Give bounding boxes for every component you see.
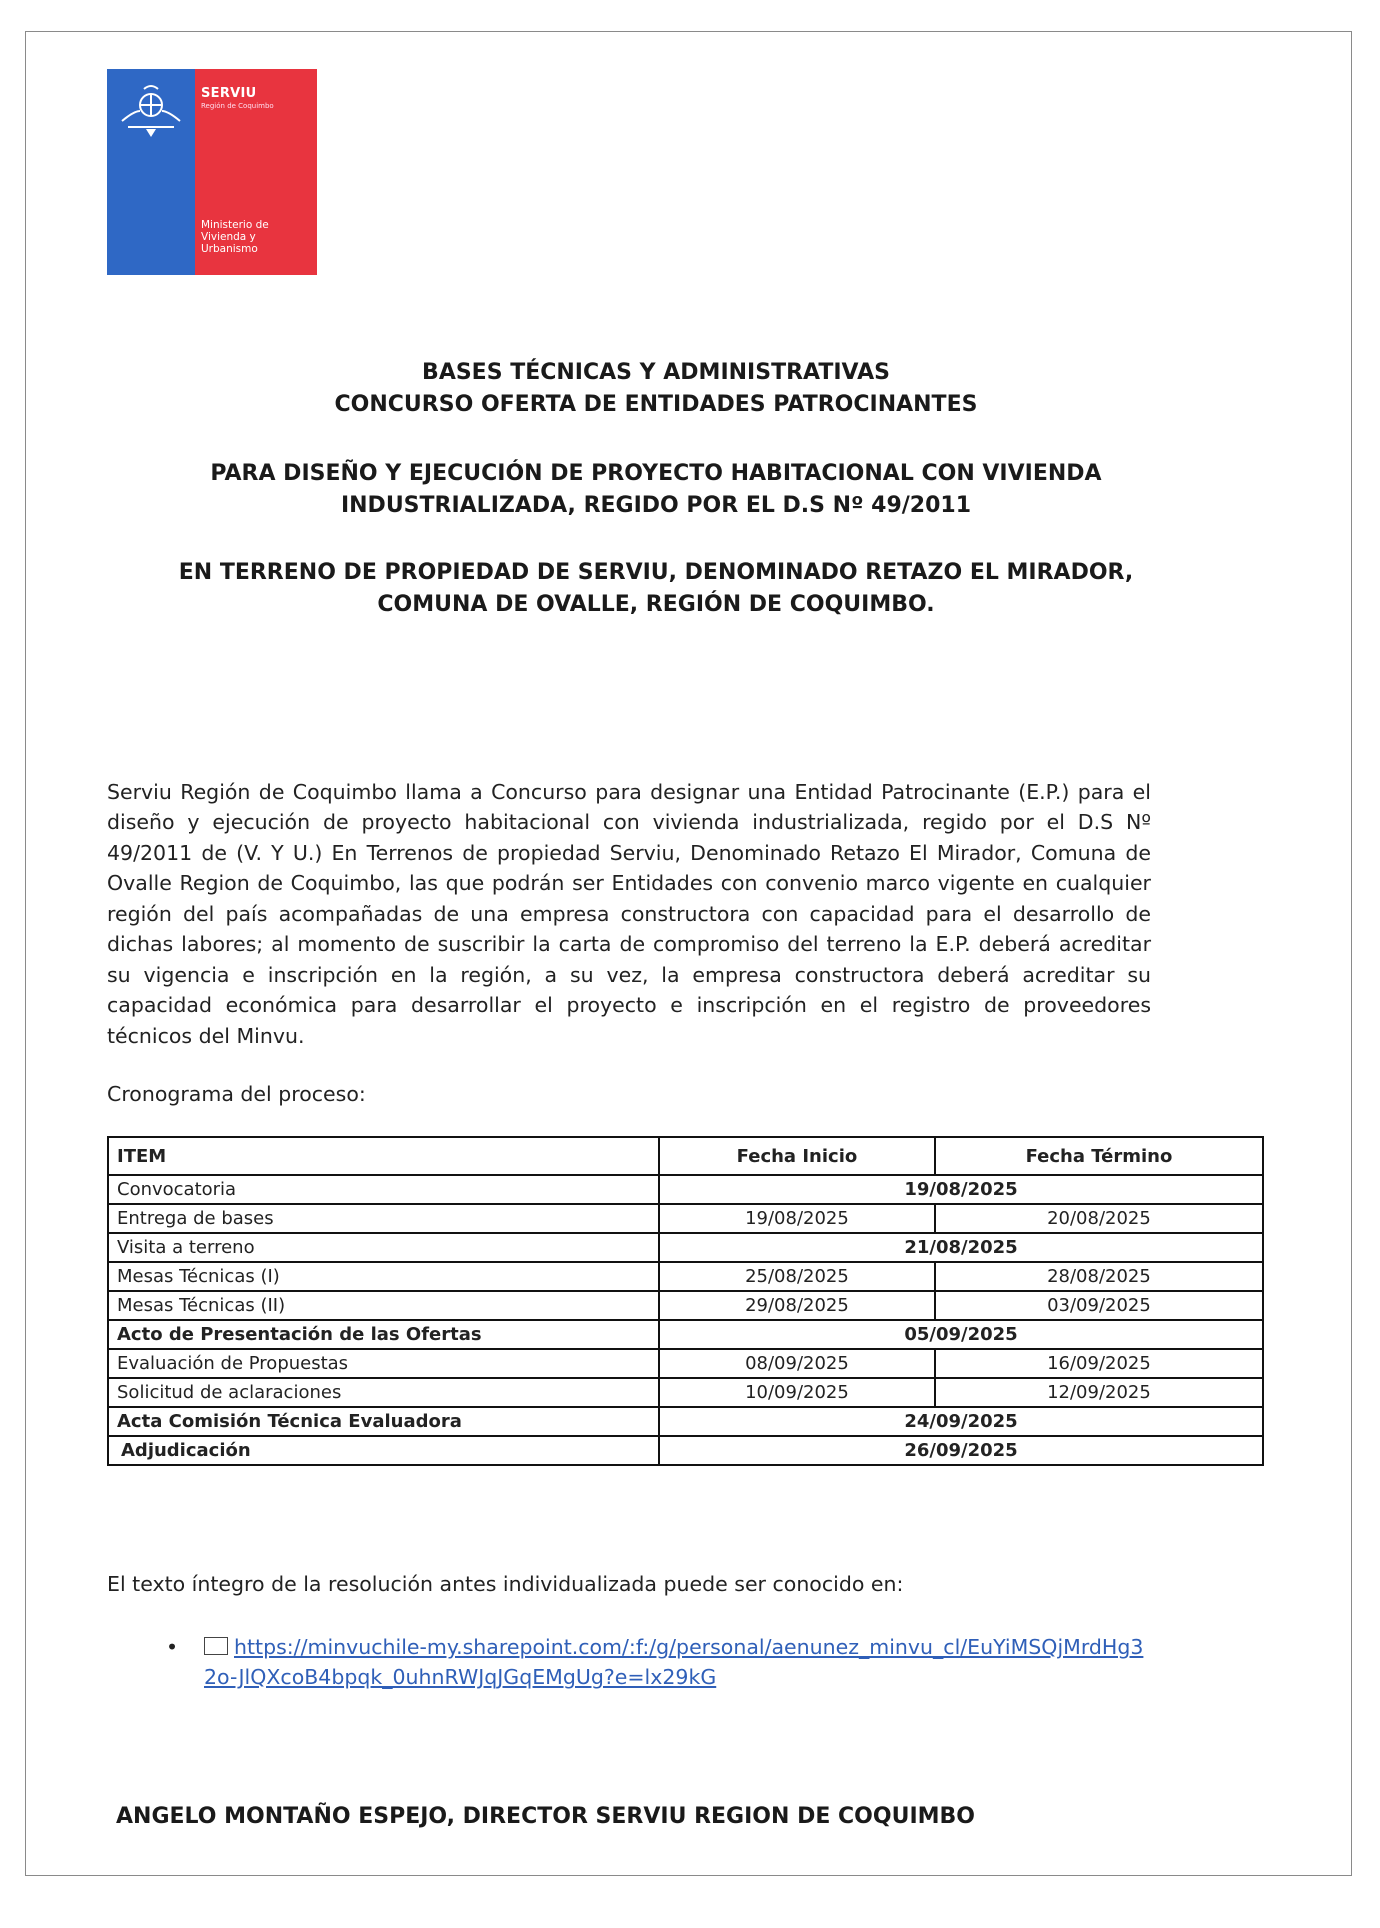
link-list-item [166,1632,1151,1692]
document-page [25,31,1352,1876]
header-start-date: Fecha Inicio [659,1137,935,1175]
bullet: • [166,1635,179,1659]
table-header-row [108,1137,1263,1175]
title-line-1: BASES TÉCNICAS Y ADMINISTRATIVAS [422,360,890,385]
closing-text: El texto íntegro de la resolución antes individualizada puede ser conocido en: [107,1572,904,1596]
row-item: Acta Comisión Técnica Evaluadora [108,1407,659,1436]
chile-coat-of-arms-icon [114,81,188,141]
row-item: Solicitud de aclaraciones [108,1378,659,1407]
row-date: 05/09/2025 [659,1320,1263,1349]
row-date: 26/09/2025 [659,1436,1263,1465]
project-line-2: INDUSTRIALIZADA, REGIDO POR EL D.S Nº 49/2011 [340,493,972,518]
row-item: Adjudicación [108,1436,659,1465]
table-row [108,1175,1263,1204]
row-date: 24/09/2025 [659,1407,1263,1436]
row-date: 21/08/2025 [659,1233,1263,1262]
project-heading [86,458,1226,522]
location-heading [86,557,1226,621]
row-item: Visita a terreno [108,1233,659,1262]
row-item: Mesas Técnicas (I) [108,1262,659,1291]
row-item: Acto de Presentación de las Ofertas [108,1320,659,1349]
title-line-2: CONCURSO OFERTA DE ENTIDADES PATROCINANTES [334,392,978,417]
row-end-date: 28/08/2025 [935,1262,1263,1291]
table-row [108,1204,1263,1233]
location-line-2: COMUNA DE OVALLE, REGIÓN DE COQUIMBO. [377,592,935,617]
row-item: Convocatoria [108,1175,659,1204]
header-item: ITEM [108,1137,659,1175]
table-row [108,1436,1263,1465]
location-line-1: EN TERRENO DE PROPIEDAD DE SERVIU, DENOMINADO RETAZO EL MIRADOR, [178,560,1134,585]
intro-paragraph: Serviu Región de Coquimbo llama a Concurso para designar una Entidad Patrocinante (E.P.) para el diseño y ejecución de proyecto habitacional con vivienda industrializada, regido por el D.S Nº 49/2011 de (V. Y U.) En Terrenos de propiedad Serviu, Denominado Retazo El Mirador, Comuna de Ovalle Region de Coquimbo, las que podrán ser Entidades con convenio marco vigente en cualquier región del país acompañadas de una empresa constructora con capacidad para el desarrollo de dichas labores; al momento de suscribir la carta de compromiso del terreno la E.P. deberá acreditar su vigencia e inscripción en la región, a su vez, la empresa constructora deberá acreditar su capacidad económica para desarrollar el proyecto e inscripción en el registro de proveedores técnicos del Minvu. [107,779,1151,1048]
row-start-date: 10/09/2025 [659,1378,935,1407]
table-row [108,1378,1263,1407]
logo-ministry-text: Ministerio de Vivienda y Urbanismo [201,219,269,255]
folder-icon [204,1637,228,1655]
table-row [108,1407,1263,1436]
table-row [108,1349,1263,1378]
row-item: Entrega de bases [108,1204,659,1233]
row-end-date: 16/09/2025 [935,1349,1263,1378]
row-item: Mesas Técnicas (II) [108,1291,659,1320]
table-row [108,1320,1263,1349]
logo-red-panel [195,69,317,275]
project-line-1: PARA DISEÑO Y EJECUCIÓN DE PROYECTO HABITACIONAL CON VIVIENDA [210,461,1102,486]
row-end-date: 12/09/2025 [935,1378,1263,1407]
row-start-date: 25/08/2025 [659,1262,935,1291]
signature-line: ANGELO MONTAÑO ESPEJO, DIRECTOR SERVIU REGION DE COQUIMBO [116,1804,975,1829]
schedule-label: Cronograma del proceso: [107,1082,366,1106]
sharepoint-link[interactable] [204,1632,1151,1692]
row-date: 19/08/2025 [659,1175,1263,1204]
row-start-date: 19/08/2025 [659,1204,935,1233]
row-item: Evaluación de Propuestas [108,1349,659,1378]
table-row [108,1233,1263,1262]
schedule-table [107,1136,1264,1466]
row-start-date: 29/08/2025 [659,1291,935,1320]
document-title [86,357,1226,421]
row-start-date: 08/09/2025 [659,1349,935,1378]
header-end-date: Fecha Término [935,1137,1263,1175]
logo-region-text: Región de Coquimbo [201,102,274,110]
table-row [108,1291,1263,1320]
logo-serviu-text: SERVIU [201,86,257,101]
row-end-date: 20/08/2025 [935,1204,1263,1233]
table-row [108,1262,1263,1291]
sharepoint-link-text: https://minvuchile-my.sharepoint.com/:f:/g/personal/aenunez_minvu_cl/EuYiMSQjMrdHg32o-JlQXcoB4bpqk_0uhnRWJqJGqEMgUg?e=lx29kG [204,1635,1144,1689]
row-end-date: 03/09/2025 [935,1291,1263,1320]
logo-blue-panel [107,69,195,275]
serviu-logo [107,69,317,275]
